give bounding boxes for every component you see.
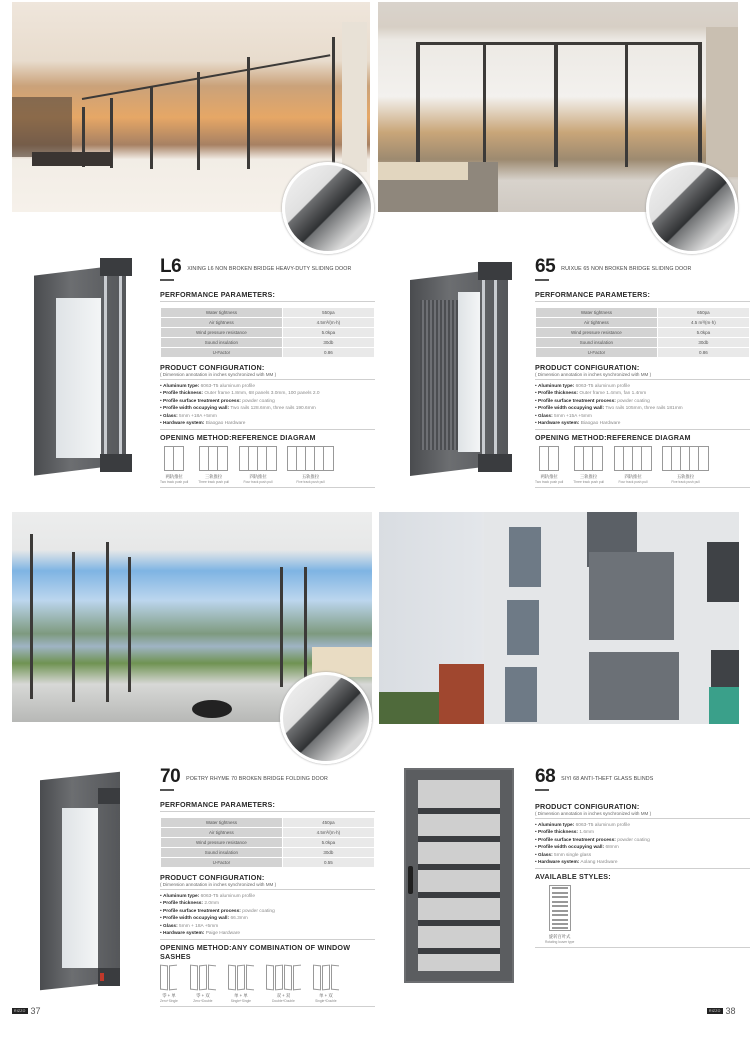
list-item: • Glass: 5mm single glass	[535, 852, 750, 859]
table-row	[161, 828, 374, 837]
param-key: Wind pressure resistance	[161, 328, 282, 337]
divider	[535, 947, 750, 948]
available-styles-heading: AVAILABLE STYLES:	[535, 872, 611, 882]
divider	[160, 939, 375, 940]
divider	[535, 429, 750, 430]
opening-method-heading: OPENING METHOD:ANY COMBINATION OF WINDOW SASHES	[160, 943, 351, 962]
brand-badge: RIZZO	[14, 1009, 26, 1013]
param-value: 0.55	[283, 858, 374, 867]
list-item: • Glass: 5mm +15A +5mm	[535, 413, 750, 420]
profile-image-l6	[34, 258, 130, 473]
table-row	[536, 328, 749, 337]
param-value: 4.5m³/(m·h)	[283, 828, 374, 837]
diagram-three-track: 三轨推拉 Three track push pull	[573, 446, 604, 484]
table-row	[161, 818, 374, 827]
divider	[535, 301, 750, 302]
list-item: • Aluminum type: 6063-T5 aluminum profile	[160, 383, 375, 390]
config-heading: PRODUCT CONFIGURATION:	[160, 363, 265, 372]
param-key: Wind pressure resistance	[161, 838, 282, 847]
param-value: 0.86	[658, 348, 749, 357]
list-item: • Glass: 5mm +18A +5mm	[160, 413, 375, 420]
blind-handle	[408, 866, 413, 894]
config-subtitle: ( Dimension annotation in inches synchronized with MM )	[160, 882, 277, 887]
opening-method-heading: OPENING METHOD:REFERENCE DIAGRAM	[535, 433, 691, 443]
param-value: 650pa	[658, 308, 749, 317]
profile-detail-circle-65	[646, 162, 738, 254]
diagram-two-track: 两轨推拉 Two track push pull	[160, 446, 188, 484]
diagram-zero-double: 零 + 双 Zero+Double	[190, 965, 216, 1003]
divider	[160, 379, 375, 380]
profile-detail-circle-70	[280, 672, 372, 764]
config-subtitle: ( Dimension annotation in inches synchronized with MM )	[535, 372, 652, 377]
diagram-four-track: 四轨推拉 Four track push pull	[239, 446, 277, 484]
config-heading: PRODUCT CONFIGURATION:	[160, 873, 265, 882]
page-number-left	[12, 1006, 41, 1016]
config-list	[535, 383, 750, 427]
param-key: U-Factor	[536, 348, 657, 357]
list-item: • Profile width occupying wall: 68mm	[535, 844, 750, 851]
product-block-68	[535, 762, 750, 948]
model-number: 68	[535, 766, 556, 787]
product-title: RUIXUE 65 NON BROKEN BRIDGE SLIDING DOOR	[561, 266, 692, 272]
divider	[160, 487, 375, 488]
list-item: • Aluminum type: 6063-T5 aluminum profile	[160, 893, 375, 900]
product-block-l6	[160, 252, 375, 488]
diagram-single-single: 单 + 单 Single+Single	[228, 965, 254, 1003]
photo-building-glass-blinds	[379, 512, 739, 724]
config-subtitle: ( Dimension annotation in inches synchronized with MM )	[160, 372, 277, 377]
list-item: • Profile surface treatment process: powder coating	[535, 398, 750, 405]
table-row	[536, 348, 749, 357]
param-key: Wind pressure resistance	[536, 328, 657, 337]
table-row	[161, 838, 374, 847]
table-row	[536, 318, 749, 327]
list-item: • Hardware system: Aolang Hardware	[535, 859, 750, 866]
page-number-right	[707, 1006, 736, 1016]
param-key: Sound insulation	[536, 338, 657, 347]
param-value: 4.5m³/(m·h)	[283, 318, 374, 327]
opening-diagrams	[160, 446, 375, 484]
table-row	[161, 328, 374, 337]
list-item: • Hardware system: Biaogao Hardware	[535, 420, 750, 427]
performance-table	[535, 307, 750, 358]
list-item: • Profile width occupying wall: Two rails 105mm, three rails 181mm	[535, 405, 750, 412]
performance-table	[160, 817, 375, 868]
param-value: 5.0kpa	[658, 328, 749, 337]
list-item: • Aluminum type: 6063-T5 aluminum profile	[535, 383, 750, 390]
param-key: Sound insulation	[161, 338, 282, 347]
performance-table	[160, 307, 375, 358]
diagram-single-double: 单 + 双 Single+Double	[313, 965, 339, 1003]
param-value: 450pa	[283, 818, 374, 827]
style-diagrams	[545, 885, 750, 944]
param-key: Water tightness	[161, 308, 282, 317]
table-row	[161, 348, 374, 357]
param-key: Air tightness	[536, 318, 657, 327]
model-number: 70	[160, 766, 181, 787]
performance-heading: PERFORMANCE PARAMETERS:	[160, 290, 276, 299]
product-image-68-blinds	[404, 768, 514, 983]
list-item: • Profile width occupying wall: 66.3mm	[160, 915, 375, 922]
divider	[160, 811, 375, 812]
config-list	[160, 383, 375, 427]
product-title: SIYI 68 ANTI-THEFT GLASS BLINDS	[561, 776, 654, 782]
list-item: • Profile surface treatment process: powder coating	[160, 908, 375, 915]
param-key: Water tightness	[536, 308, 657, 317]
param-key: U-Factor	[161, 348, 282, 357]
profile-image-70	[40, 768, 122, 990]
divider	[160, 429, 375, 430]
diagram-zero-single: 零 + 单 Zero+Single	[160, 965, 178, 1003]
diagram-five-track: 五轨推拉 Five track push pull	[662, 446, 709, 484]
diagram-double-double: 双 + 双 Double+Double	[266, 965, 301, 1003]
model-number: L6	[160, 256, 182, 277]
param-value: 5.0kpa	[283, 328, 374, 337]
list-item: • Profile thickness: 2.0mm	[160, 900, 375, 907]
list-item: • Profile surface treatment process: powder coating	[535, 837, 750, 844]
param-key: U-Factor	[161, 858, 282, 867]
config-heading: PRODUCT CONFIGURATION:	[535, 363, 640, 372]
list-item: • Profile width occupying wall: Two rails 128.6mm, three rails 190.6mm	[160, 405, 375, 412]
opening-method-heading: OPENING METHOD:REFERENCE DIAGRAM	[160, 433, 316, 443]
table-row	[161, 858, 374, 867]
config-subtitle: ( Dimension annotation in inches synchronized with MM )	[535, 811, 652, 816]
style-rotating-louver: 旋转百叶式 Rotating louver type	[545, 885, 574, 944]
param-key: Water tightness	[161, 818, 282, 827]
divider	[535, 868, 750, 869]
product-title: POETRY RHYME 70 BROKEN BRIDGE FOLDING DOOR	[186, 776, 328, 782]
profile-image-65	[410, 262, 512, 474]
list-item: • Hardware system: Paige Hardware	[160, 930, 375, 937]
table-row	[161, 308, 374, 317]
table-row	[161, 338, 374, 347]
profile-detail-circle-l6	[282, 162, 374, 254]
param-value: 30db	[283, 848, 374, 857]
divider	[535, 818, 750, 819]
page-number: 37	[30, 1006, 41, 1016]
table-row	[161, 318, 374, 327]
performance-heading: PERFORMANCE PARAMETERS:	[160, 800, 276, 809]
divider	[160, 301, 375, 302]
diagram-two-track: 两轨推拉 Two track push pull	[535, 446, 563, 484]
product-title: XINING L6 NON BROKEN BRIDGE HEAVY-DUTY SLIDING DOOR	[187, 266, 352, 272]
param-value: 4.5 m³/(m·h)	[658, 318, 749, 327]
param-key: Air tightness	[161, 318, 282, 327]
param-value: 5.0kpa	[283, 838, 374, 847]
list-item: • Glass: 5mm + 18A +5mm	[160, 923, 375, 930]
param-value: 30db	[658, 338, 749, 347]
list-item: • Aluminum type: 6063-T5 aluminum profile	[535, 822, 750, 829]
table-row	[536, 338, 749, 347]
diagram-five-track: 五轨推拉 Five track push pull	[287, 446, 334, 484]
table-row	[161, 848, 374, 857]
diagram-four-track: 四轨推拉 Four track push pull	[614, 446, 652, 484]
divider	[160, 889, 375, 890]
list-item: • Profile surface treatment process: powder coating	[160, 398, 375, 405]
page-number: 38	[725, 1006, 736, 1016]
param-key: Air tightness	[161, 828, 282, 837]
param-value: 550pa	[283, 308, 374, 317]
product-block-70	[160, 762, 375, 1007]
list-item: • Profile thickness: 1.6mm	[535, 829, 750, 836]
product-block-65	[535, 252, 750, 488]
config-list	[160, 893, 375, 937]
divider	[160, 1006, 375, 1007]
diagram-three-track: 三轨推拉 Three track push pull	[198, 446, 229, 484]
param-value: 30db	[283, 338, 374, 347]
list-item: • Hardware system: Biaogao Hardware	[160, 420, 375, 427]
divider	[535, 487, 750, 488]
param-value: 0.86	[283, 348, 374, 357]
config-heading: PRODUCT CONFIGURATION:	[535, 802, 640, 811]
table-row	[536, 308, 749, 317]
performance-heading: PERFORMANCE PARAMETERS:	[535, 290, 651, 299]
opening-diagrams	[160, 965, 375, 1003]
model-number: 65	[535, 256, 556, 277]
divider	[535, 379, 750, 380]
param-key: Sound insulation	[161, 848, 282, 857]
list-item: • Profile thickness: Outer frame 1.8mm, 68 panels 3.0mm, 100 panels 2.0	[160, 390, 375, 397]
opening-diagrams	[535, 446, 750, 484]
config-list	[535, 822, 750, 866]
list-item: • Profile thickness: Outer frame 1.4mm, fan 1.4mm	[535, 390, 750, 397]
brand-badge: RIZZO	[709, 1009, 721, 1013]
